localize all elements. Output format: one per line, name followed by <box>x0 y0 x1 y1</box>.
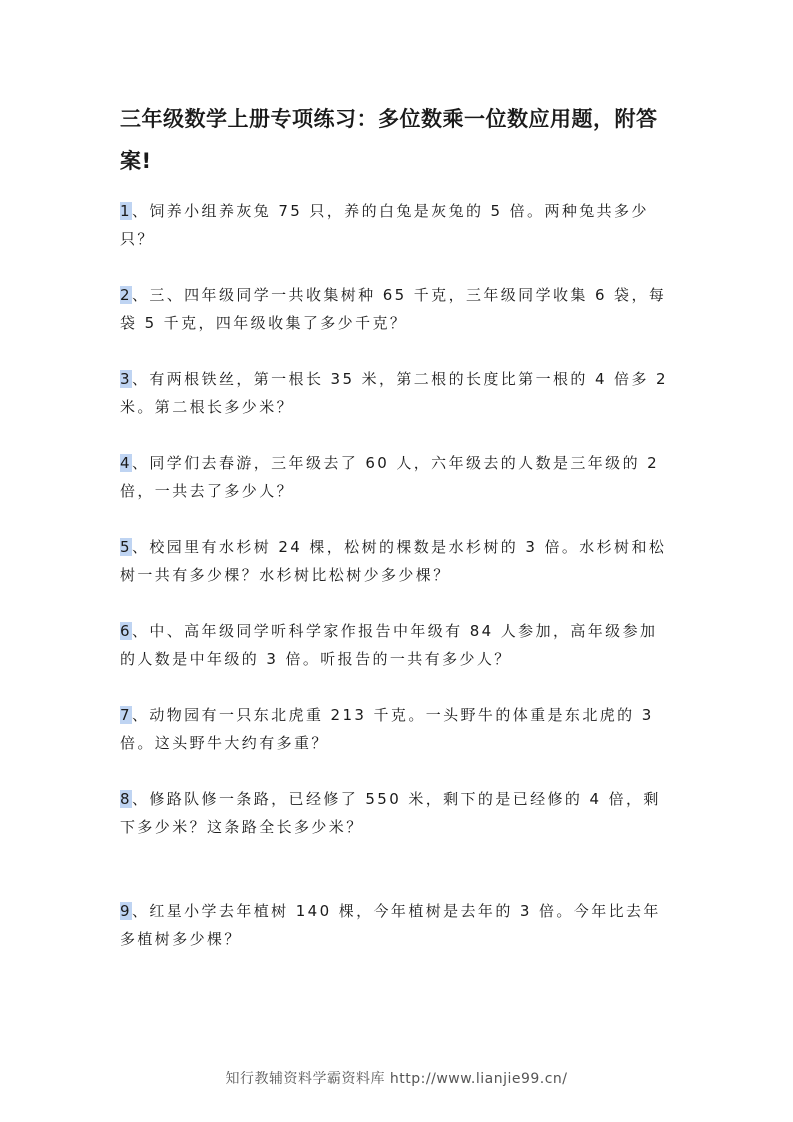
question-number: 3 <box>120 370 132 388</box>
question-7 <box>120 701 672 757</box>
question-number: 7 <box>120 706 132 724</box>
question-number: 2 <box>120 286 132 304</box>
question-1 <box>120 197 672 253</box>
question-3 <box>120 365 672 421</box>
question-text: 、修路队修一条路，已经修了 550 米，剩下的是已经修的 4 倍，剩下多少米？这条路全长多少米？ <box>120 790 661 836</box>
question-number: 1 <box>120 202 132 220</box>
question-number: 9 <box>120 902 132 920</box>
question-number: 4 <box>120 454 132 472</box>
question-text: 、红星小学去年植树 140 棵，今年植树是去年的 3 倍。今年比去年多植树多少棵？ <box>120 902 661 948</box>
question-text: 、动物园有一只东北虎重 213 千克。一头野牛的体重是东北虎的 3 倍。这头野牛大约有多重？ <box>120 706 654 752</box>
question-text: 、同学们去春游，三年级去了 60 人，六年级去的人数是三年级的 2 倍，一共去了多少人？ <box>120 454 660 500</box>
question-number: 8 <box>120 790 132 808</box>
question-5 <box>120 533 672 589</box>
footer-source: 知行教辅资料学霸资料库 http://www.lianjie99.cn/ <box>225 1071 568 1087</box>
question-text: 、三、四年级同学一共收集树种 65 千克，三年级同学收集 6 袋，每袋 5 千克，四年级收集了多少千克？ <box>120 286 667 332</box>
question-text: 、饲养小组养灰兔 75 只，养的白兔是灰兔的 5 倍。两种兔共多少只？ <box>120 202 649 248</box>
question-8 <box>120 785 672 841</box>
question-text: 、中、高年级同学听科学家作报告中年级有 84 人参加，高年级参加的人数是中年级的 3 倍。听报告的一共有多少人？ <box>120 622 658 668</box>
question-text: 、有两根铁丝，第一根长 35 米，第二根的长度比第一根的 4 倍多 2 米。第二根长多少米？ <box>120 370 668 416</box>
question-9 <box>120 897 672 953</box>
document-title: 三年级数学上册专项练习：多位数乘一位数应用题，附答案! <box>120 107 658 173</box>
question-text: 、校园里有水杉树 24 棵，松树的棵数是水杉树的 3 倍。水杉树和松树一共有多少棵？水杉树比松树少多少棵？ <box>120 538 667 584</box>
question-4 <box>120 449 672 505</box>
question-number: 6 <box>120 622 132 640</box>
question-number: 5 <box>120 538 132 556</box>
question-6 <box>120 617 672 673</box>
question-2 <box>120 281 672 337</box>
